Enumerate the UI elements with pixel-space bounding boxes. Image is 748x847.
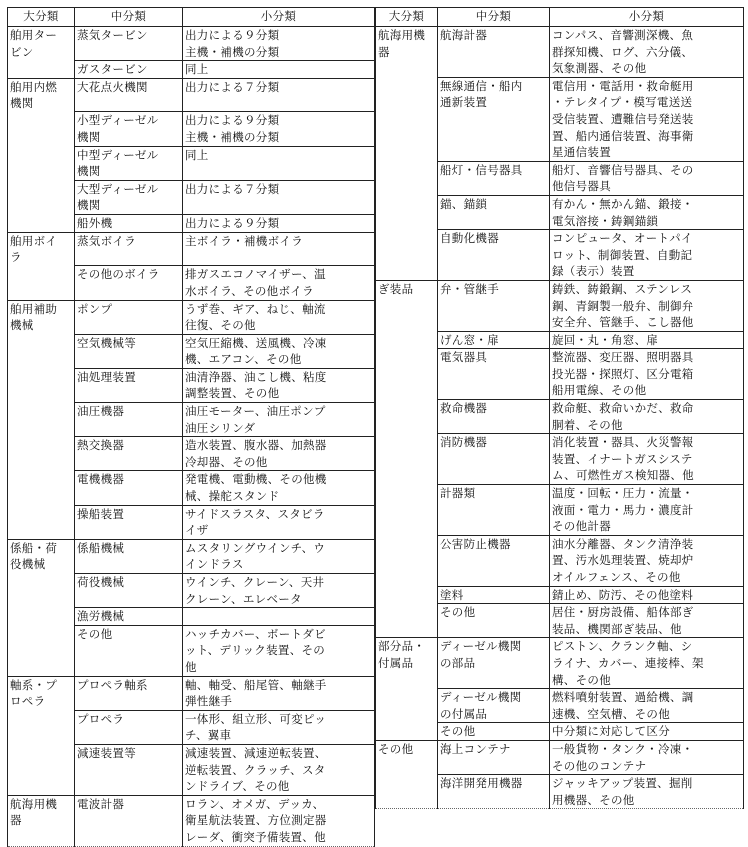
cell-major	[376, 195, 438, 229]
table-row	[8, 78, 375, 112]
table-row	[376, 331, 744, 349]
cell-middle: 蒸気ボイラ	[75, 232, 183, 266]
table-row	[8, 539, 375, 573]
table-row	[376, 723, 744, 741]
cell-minor: 油水分離器、タンク清浄装 置、汚水処理装置、焼却炉 オイルフェンス、その他	[550, 535, 744, 586]
cell-middle: 空気機械等	[75, 334, 183, 368]
cell-major	[376, 331, 438, 349]
cell-major: 軸系・プ ロペラ	[8, 676, 75, 710]
cell-minor: うず巻、ギア、ねじ、軸流 往復、その他	[183, 300, 375, 334]
cell-middle: 船外機	[75, 215, 183, 233]
cell-middle: 操船装置	[75, 505, 183, 539]
cell-major	[8, 608, 75, 626]
cell-middle: 公害防止機器	[438, 535, 550, 586]
cell-minor: 出力による７分類	[183, 180, 375, 214]
cell-middle: 無線通信・船内 通新装置	[438, 77, 550, 161]
table-row	[8, 744, 375, 795]
table-row	[376, 161, 744, 195]
table-row	[8, 215, 375, 233]
cell-minor: サイドスラスタ、スタビラ イザ	[183, 505, 375, 539]
cell-minor: 一体形、組立形、可変ピッ チ、翼車	[183, 710, 375, 744]
cell-major: 航海用機 器	[8, 795, 75, 846]
cell-minor: ロラン、オメガ、デッカ、 衛星航法装置、方位測定器 レーダ、衝突予備装置、他	[183, 795, 375, 846]
cell-minor: 救命艇、救命いかだ、救命 胴着、その他	[550, 400, 744, 434]
cell-minor: 温度・回転・圧力・流量・ 液面・電力・馬力・濃度計 その他計器	[550, 485, 744, 536]
cell-major	[8, 710, 75, 744]
table-row	[8, 625, 375, 676]
cell-minor: 鋳鉄、鋳鍛鋼、ステンレス 鋼、青銅製一般弁、制御弁 安全弁、管継手、こし器他	[550, 280, 744, 331]
table-row	[8, 146, 375, 180]
cell-major	[8, 403, 75, 437]
table-row	[376, 689, 744, 723]
cell-middle: その他	[438, 723, 550, 741]
cell-minor: 同上	[183, 146, 375, 180]
cell-major	[376, 775, 438, 809]
cell-middle: げん窓・扉	[438, 331, 550, 349]
cell-middle: 海洋開発用機器	[438, 775, 550, 809]
table-row	[8, 232, 375, 266]
cell-major: 舶用内燃 機関	[8, 78, 75, 112]
cell-minor: 軸、軸受、船尾管、軸継手 弾性継手	[183, 676, 375, 710]
cell-middle: 電機機器	[75, 471, 183, 505]
table-row	[8, 403, 375, 437]
table-row	[8, 61, 375, 79]
cell-major: その他	[376, 740, 438, 774]
cell-major	[8, 61, 75, 79]
cell-middle: 荷役機械	[75, 574, 183, 608]
cell-minor: 有かん・無かん錨、鍛接・ 電気溶接・鋳鋼錨鎖	[550, 195, 744, 229]
cell-middle: 小型ディーゼル 機関	[75, 112, 183, 146]
cell-minor: 燃料噴射装置、過給機、調 速機、空気槽、その他	[550, 689, 744, 723]
cell-middle: ディーゼル機関 の部品	[438, 638, 550, 689]
header-minor: 小分類	[183, 8, 375, 27]
table-right-half	[375, 7, 744, 809]
table-row	[376, 775, 744, 809]
cell-middle: ポンプ	[75, 300, 183, 334]
table-row	[376, 535, 744, 586]
cell-minor: 一般貨物・タンク・冷凍・ その他のコンテナ	[550, 740, 744, 774]
cell-major	[376, 485, 438, 536]
table-row	[376, 485, 744, 536]
cell-minor: コンピュータ、オートパイ ロット、制御装置、自動記 録（表示）装置	[550, 230, 744, 281]
cell-major	[8, 744, 75, 795]
cell-minor	[183, 608, 375, 626]
cell-minor: 出力による９分類	[183, 215, 375, 233]
cell-minor: 出力による９分類 主機・補機の分類	[183, 27, 375, 61]
table-row	[8, 505, 375, 539]
cell-minor: ムスタリングウインチ、ウ インドラス	[183, 539, 375, 573]
cell-middle: 電気器具	[438, 349, 550, 400]
cell-minor: 居住・厨房設備、船体部ぎ 装品、機関部ぎ装品、他	[550, 604, 744, 638]
cell-minor: ウインチ、クレーン、天井 クレーン、エレベータ	[183, 574, 375, 608]
cell-major	[376, 689, 438, 723]
cell-minor: コンパス、音響測深機、魚 群探知機、ログ、六分儀、 気象測器、その他	[550, 27, 744, 78]
table-row	[8, 437, 375, 471]
cell-minor: 減速装置、減速逆転装置、 逆転装置、クラッチ、スタ ンドライブ、その他	[183, 744, 375, 795]
cell-middle: ガスタービン	[75, 61, 183, 79]
cell-major	[8, 266, 75, 300]
table-row	[8, 180, 375, 214]
cell-minor: 造水装置、腹水器、加熱器 冷却器、その他	[183, 437, 375, 471]
header-middle: 中分類	[438, 8, 550, 27]
cell-minor: 主ボイラ・補機ボイラ	[183, 232, 375, 266]
cell-minor: 同上	[183, 61, 375, 79]
cell-middle: 錨、錨鎖	[438, 195, 550, 229]
table-row	[8, 710, 375, 744]
cell-minor: 出力による７分類	[183, 78, 375, 112]
table-row	[376, 604, 744, 638]
cell-major: ぎ装品	[376, 280, 438, 331]
cell-major	[376, 230, 438, 281]
cell-minor: 空気圧縮機、送風機、冷凍 機、エアコン、その他	[183, 334, 375, 368]
cell-middle: 自動化機器	[438, 230, 550, 281]
cell-minor: ハッチカバー、ボートダビ ット、デリック装置、その 他	[183, 625, 375, 676]
cell-middle: 船灯・信号器具	[438, 161, 550, 195]
header-minor: 小分類	[550, 8, 744, 27]
cell-major	[8, 505, 75, 539]
cell-minor: 油清浄器、油こし機、粘度 調整装置、その他	[183, 368, 375, 402]
table-row	[376, 280, 744, 331]
table-row	[8, 676, 375, 710]
header-major: 大分類	[8, 8, 75, 27]
cell-major: 舶用ボイ ラ	[8, 232, 75, 266]
table-row	[376, 27, 744, 78]
cell-major	[376, 434, 438, 485]
cell-minor: ジャッキアップ装置、掘削 用機器、その他	[550, 775, 744, 809]
cell-middle: 減速装置等	[75, 744, 183, 795]
cell-minor: 錆止め、防汚、その他塗料	[550, 586, 744, 604]
cell-major	[376, 535, 438, 586]
table-row	[8, 795, 375, 846]
cell-major	[8, 112, 75, 146]
cell-minor: 消化装置・器具、火災警報 装置、イナートガスシステ ム、可燃性ガス検知器、他	[550, 434, 744, 485]
cell-minor: 船灯、音響信号器具、その 他信号器具	[550, 161, 744, 195]
cell-middle: 海上コンテナ	[438, 740, 550, 774]
classification-table	[7, 7, 742, 844]
cell-major: 部分品・ 付属品	[376, 638, 438, 689]
table-row	[376, 349, 744, 400]
cell-middle: 油圧機器	[75, 403, 183, 437]
table-row	[8, 608, 375, 626]
table-row	[8, 574, 375, 608]
table-row	[8, 112, 375, 146]
cell-major	[8, 180, 75, 214]
header-major: 大分類	[376, 8, 438, 27]
cell-middle: 大型ディーゼル 機関	[75, 180, 183, 214]
cell-minor: 電信用・電話用・救命艇用 ・テレタイプ・模写電送送 受信装置、遭難信号発送装 置、船内通信装置、海事衛 星通信装置	[550, 77, 744, 161]
cell-middle: 漁労機械	[75, 608, 183, 626]
cell-minor: ピストン、クランク軸、シ ライナ、カバー、連接棒、架 構、その他	[550, 638, 744, 689]
cell-middle: 消防機器	[438, 434, 550, 485]
table-row	[376, 195, 744, 229]
table-row	[8, 300, 375, 334]
cell-middle: プロペラ	[75, 710, 183, 744]
table-row	[8, 334, 375, 368]
cell-middle: 電波計器	[75, 795, 183, 846]
cell-minor: 整流器、変圧器、照明器具 投光器・探照灯、区分電箱 船用電線、その他	[550, 349, 744, 400]
cell-major	[376, 349, 438, 400]
cell-major	[376, 77, 438, 161]
cell-major	[8, 146, 75, 180]
cell-major	[8, 437, 75, 471]
cell-middle: 係船機械	[75, 539, 183, 573]
cell-major	[376, 161, 438, 195]
cell-middle: 塗料	[438, 586, 550, 604]
cell-middle: 航海計器	[438, 27, 550, 78]
cell-middle: ディーゼル機関 の付属品	[438, 689, 550, 723]
table-row	[8, 471, 375, 505]
cell-major	[376, 604, 438, 638]
cell-major: 舶用ター ビン	[8, 27, 75, 61]
cell-minor: 中分類に対応して区分	[550, 723, 744, 741]
cell-middle: 大花点火機関	[75, 78, 183, 112]
cell-middle: 計器類	[438, 485, 550, 536]
cell-major	[8, 368, 75, 402]
cell-middle: 救命機器	[438, 400, 550, 434]
cell-middle: プロペラ軸系	[75, 676, 183, 710]
cell-middle: 蒸気タービン	[75, 27, 183, 61]
cell-middle: その他	[75, 625, 183, 676]
table-row	[376, 586, 744, 604]
table-row	[376, 434, 744, 485]
cell-major	[376, 586, 438, 604]
cell-major: 係船・荷 役機械	[8, 539, 75, 573]
cell-major	[8, 574, 75, 608]
cell-minor: 油圧モーター、油圧ポンプ 油圧シリンダ	[183, 403, 375, 437]
cell-major	[8, 215, 75, 233]
table-row	[8, 266, 375, 300]
cell-major	[8, 625, 75, 676]
cell-middle: その他	[438, 604, 550, 638]
cell-middle: 油処理装置	[75, 368, 183, 402]
cell-middle: 熱交換器	[75, 437, 183, 471]
table-left-half	[7, 7, 375, 847]
cell-minor: 旋回・丸・角窓、扉	[550, 331, 744, 349]
cell-major	[376, 723, 438, 741]
cell-middle: その他のボイラ	[75, 266, 183, 300]
table-row	[376, 400, 744, 434]
cell-major	[376, 400, 438, 434]
cell-minor: 発電機、電動機、その他機 械、操舵スタンド	[183, 471, 375, 505]
cell-middle: 中型ディーゼル 機関	[75, 146, 183, 180]
cell-major	[8, 334, 75, 368]
cell-minor: 排ガスエコノマイザー、温 水ボイラ、その他ボイラ	[183, 266, 375, 300]
table-row	[376, 77, 744, 161]
header-middle: 中分類	[75, 8, 183, 27]
table-row	[8, 27, 375, 61]
cell-minor: 出力による９分類 主機・補機の分類	[183, 112, 375, 146]
table-row	[376, 638, 744, 689]
cell-major	[8, 471, 75, 505]
table-row	[8, 368, 375, 402]
cell-major: 舶用補助 機械	[8, 300, 75, 334]
cell-middle: 弁・管継手	[438, 280, 550, 331]
table-row	[376, 230, 744, 281]
cell-major: 航海用機 器	[376, 27, 438, 78]
